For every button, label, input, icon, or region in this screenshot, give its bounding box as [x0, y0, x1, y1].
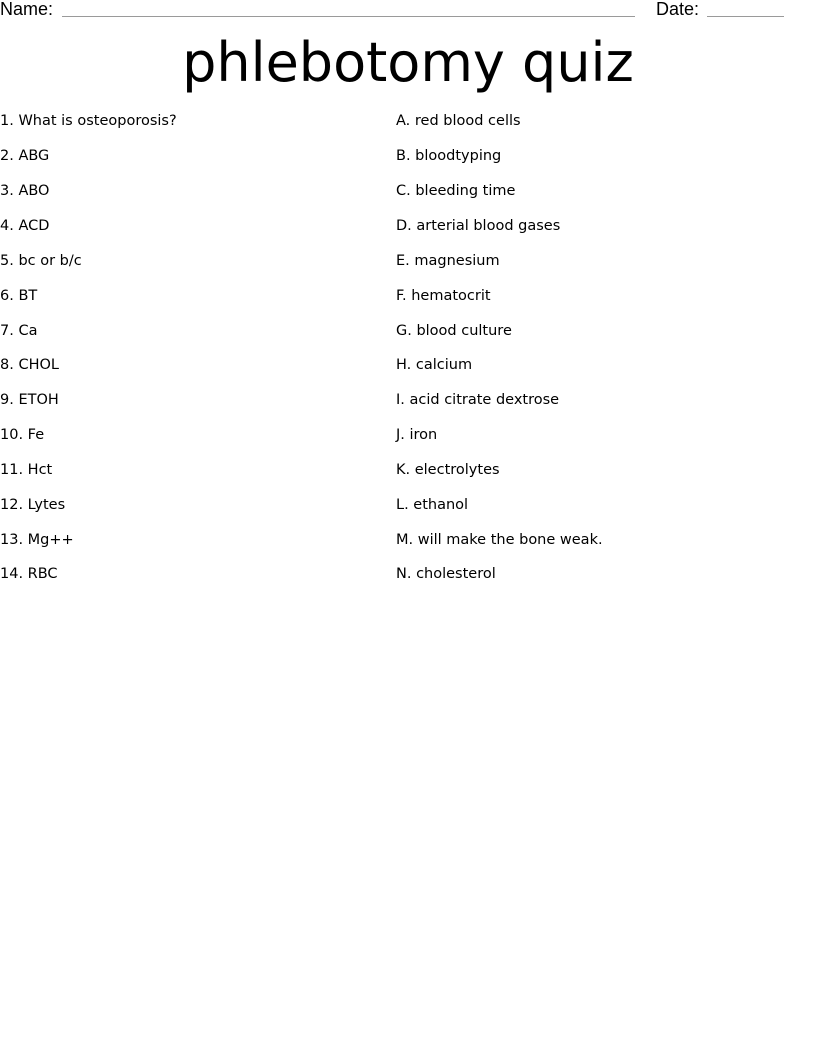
answer-item: A. red blood cells: [396, 113, 521, 129]
answer-item: M. will make the bone weak.: [396, 532, 603, 548]
answer-item: L. ethanol: [396, 497, 469, 513]
question-item: 4. ACD: [0, 218, 50, 234]
answer-item: I. acid citrate dextrose: [396, 392, 560, 408]
answer-item: N. cholesterol: [396, 566, 496, 582]
question-item: 5. bc or b/c: [0, 253, 82, 269]
question-item: 8. CHOL: [0, 357, 59, 373]
answer-item: G. blood culture: [396, 323, 512, 339]
page-title: phlebotomy quiz: [182, 31, 634, 94]
name-blank-line: [62, 16, 635, 17]
answer-item: K. electrolytes: [396, 462, 500, 478]
answer-item: E. magnesium: [396, 253, 500, 269]
question-item: 10. Fe: [0, 427, 45, 443]
date-blank-line: [707, 16, 784, 17]
question-item: 11. Hct: [0, 462, 53, 478]
question-item: 7. Ca: [0, 323, 38, 339]
worksheet-header: [0, 0, 816, 22]
answer-item: C. bleeding time: [396, 183, 516, 199]
question-item: 2. ABG: [0, 148, 50, 164]
answer-item: B. bloodtyping: [396, 148, 502, 164]
answer-item: J. iron: [396, 427, 438, 443]
date-label: Date:: [656, 0, 700, 19]
question-item: 6. BT: [0, 288, 38, 304]
question-item: 12. Lytes: [0, 497, 66, 513]
question-item: 14. RBC: [0, 566, 58, 582]
name-label: Name:: [0, 0, 54, 19]
question-item: 13. Mg++: [0, 532, 74, 548]
answer-item: F. hematocrit: [396, 288, 491, 304]
answer-item: H. calcium: [396, 357, 473, 373]
question-item: 9. ETOH: [0, 392, 59, 408]
answer-item: D. arterial blood gases: [396, 218, 561, 234]
question-item: 1. What is osteoporosis?: [0, 113, 177, 129]
question-item: 3. ABO: [0, 183, 50, 199]
